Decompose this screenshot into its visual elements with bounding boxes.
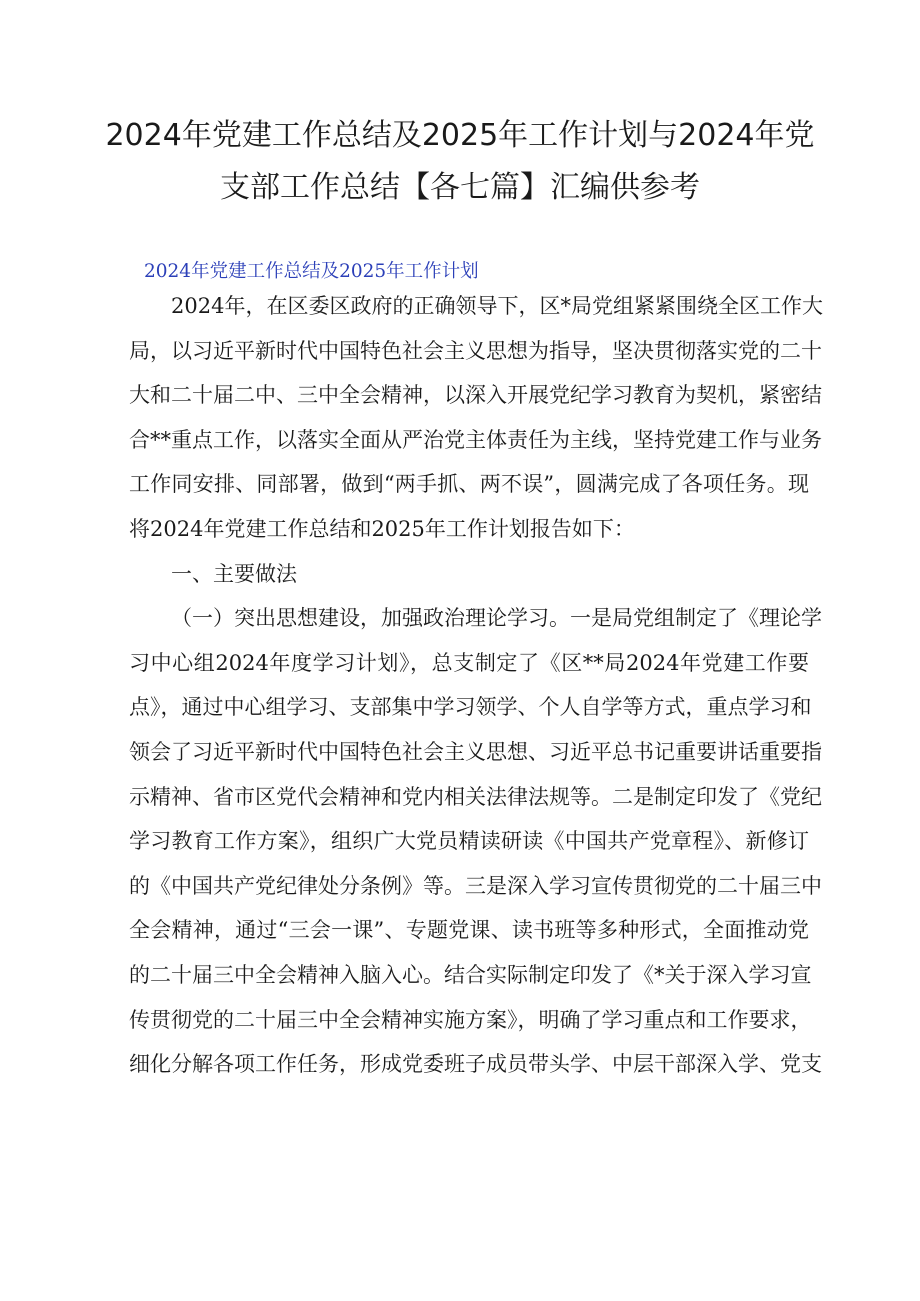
- paragraph-1-line-5: 工作同安排、同部署，做到“两手抓、两不误”，圆满完成了各项任务。现: [129, 472, 809, 497]
- document-body: [129, 284, 823, 1087]
- paragraph-3-line-9: 的二十届三中全会精神入脑入心。结合实际制定印发了《*关于深入学习宣: [129, 962, 812, 987]
- paragraph-3-line-2: 习中心组2024年度学习计划》，总支制定了《区**局2024年党建工作要: [129, 650, 809, 675]
- document-title: [100, 110, 820, 214]
- paragraph-1-line-4: 合**重点工作，以落实全面从严治党主体责任为主线，坚持党建工作与业务: [129, 427, 822, 452]
- paragraph-1-line-3: 大和二十届二中、三中全会精神，以深入开展党纪学习教育为契机，紧密结: [129, 383, 822, 408]
- paragraph-3-line-10: 传贯彻党的二十届三中全会精神实施方案》，明确了学习重点和工作要求，: [129, 1007, 812, 1032]
- section-heading-link[interactable]: 2024年党建工作总结及2025年工作计划: [144, 261, 479, 282]
- paragraph-3-line-1: （一）突出思想建设，加强政治理论学习。一是局党组制定了《理论学: [171, 606, 822, 631]
- paragraph-3-line-8: 全会精神，通过“三会一课”、专题党课、读书班等多种形式，全面推动党: [129, 918, 809, 943]
- paragraph-3-line-3: 点》，通过中心组学习、支部集中学习领学、个人自学等方式，重点学习和: [129, 695, 812, 720]
- title-line-2: 支部工作总结【各七篇】汇编供参考: [220, 170, 700, 205]
- paragraph-3-line-5: 示精神、省市区党代会精神和党内相关法律法规等。二是制定印发了《党纪: [129, 784, 822, 809]
- paragraph-3-line-7: 的《中国共产党纪律处分条例》等。三是深入学习宣传贯彻党的二十届三中: [129, 873, 822, 898]
- paragraph-3-line-11: 细化分解各项工作任务，形成党委班子成员带头学、中层干部深入学、党支: [129, 1052, 822, 1077]
- title-line-1: 2024年党建工作总结及2025年工作计划与2024年党: [105, 118, 815, 153]
- paragraph-1-line-6: 将2024年党建工作总结和2025年工作计划报告如下：: [129, 516, 635, 541]
- paragraph-1-line-1: 2024年，在区委区政府的正确领导下，区*局党组紧紧围绕全区工作大: [171, 294, 823, 318]
- paragraph-3-line-6: 学习教育工作方案》，组织广大党员精读研读《中国共产党章程》、新修订: [129, 829, 809, 854]
- paragraph-3-line-4: 领会了习近平新时代中国特色社会主义思想、习近平总书记重要讲话重要指: [129, 739, 822, 764]
- paragraph-1-line-2: 局，以习近平新时代中国特色社会主义思想为指导，坚决贯彻落实党的二十: [129, 338, 822, 363]
- subheading-main-practices: 一、主要做法: [171, 561, 297, 586]
